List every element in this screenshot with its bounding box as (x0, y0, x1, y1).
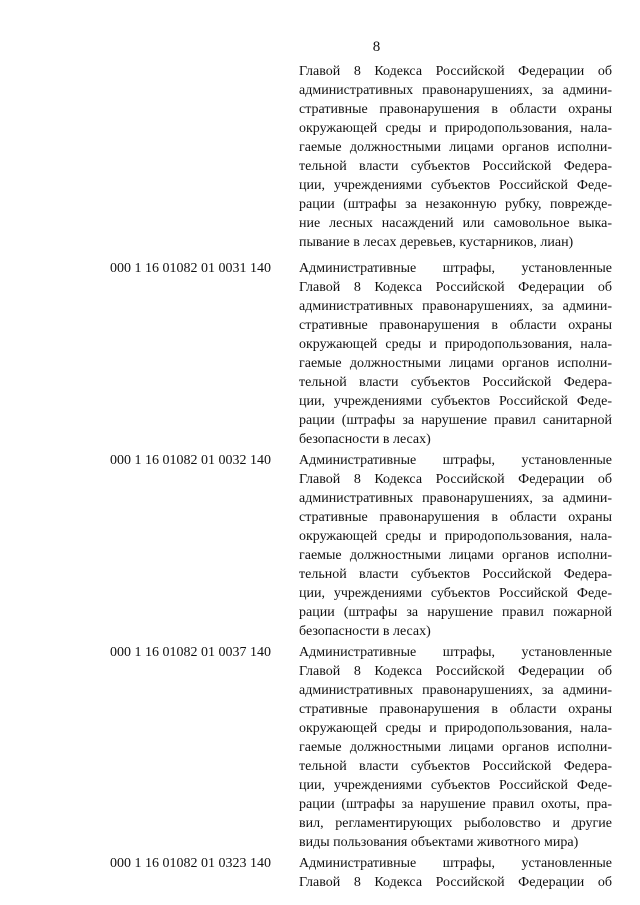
description-line: окружающей среды и природопользования, нала- (299, 721, 612, 736)
description-line: окружающей среды и природопользования, нала- (299, 121, 612, 136)
description-line: Административные штрафы, установленные (299, 645, 612, 660)
description-line: рации (штрафы за нарушение правил охоты, пра- (299, 797, 612, 812)
description-line: Главой 8 Кодекса Российской Федерации об (299, 875, 612, 890)
budget-code: 000 1 16 01082 01 0037 140 (110, 645, 271, 660)
description-line: ции, учреждениями субъектов Российской Феде- (299, 586, 612, 601)
table-row (0, 451, 640, 641)
description-line: тельной власти субъектов Российской Федера- (299, 759, 612, 774)
description-line: рации (штрафы за нарушение правил санитарной (299, 413, 612, 428)
description-line: гаемые должностными лицами органов исполни- (299, 356, 612, 371)
description-line: безопасности в лесах) (299, 432, 431, 447)
description-line: гаемые должностными лицами органов исполни- (299, 740, 612, 755)
description-line: ции, учреждениями субъектов Российской Феде- (299, 394, 612, 409)
budget-code: 000 1 16 01082 01 0031 140 (110, 261, 271, 276)
description-line: рации (штрафы за нарушение правил пожарной (299, 605, 612, 620)
code-description (299, 854, 612, 892)
description-line: окружающей среды и природопользования, нала- (299, 529, 612, 544)
description-line: тельной власти субъектов Российской Федера- (299, 567, 612, 582)
table-row (0, 643, 640, 852)
description-line: ции, учреждениями субъектов Российской Феде- (299, 178, 612, 193)
description-line: Главой 8 Кодекса Российской Федерации об (299, 664, 612, 679)
description-line: безопасности в лесах) (299, 624, 431, 639)
code-description (299, 451, 612, 641)
description-line: рации (штрафы за незаконную рубку, поврежде- (299, 197, 612, 212)
description-line: ции, учреждениями субъектов Российской Феде- (299, 778, 612, 793)
code-description (299, 259, 612, 449)
table-row (0, 854, 640, 892)
description-line: стративные правонарушения в области охраны (299, 318, 612, 333)
description-line: Административные штрафы, установленные (299, 261, 612, 276)
table-row (0, 259, 640, 449)
description-line: гаемые должностными лицами органов исполни- (299, 548, 612, 563)
description-line: Главой 8 Кодекса Российской Федерации об (299, 280, 612, 295)
description-line: стративные правонарушения в области охраны (299, 702, 612, 717)
description-line: вил, регламентирующих рыболовство и другие (299, 816, 612, 831)
code-description (299, 62, 612, 252)
description-line: административных правонарушениях, за админи- (299, 491, 612, 506)
kbk-table (0, 62, 640, 892)
description-line: виды пользования объектами животного мира) (299, 835, 579, 850)
code-description (299, 643, 612, 852)
budget-code: 000 1 16 01082 01 0323 140 (110, 856, 271, 871)
description-line: Административные штрафы, установленные (299, 453, 612, 468)
description-line: стративные правонарушения в области охраны (299, 510, 612, 525)
description-line: тельной власти субъектов Российской Федера- (299, 159, 612, 174)
description-line: гаемые должностными лицами органов исполни- (299, 140, 612, 155)
budget-code: 000 1 16 01082 01 0032 140 (110, 453, 271, 468)
description-line: Главой 8 Кодекса Российской Федерации об (299, 64, 612, 79)
table-row (0, 62, 640, 252)
description-line: тельной власти субъектов Российской Федера- (299, 375, 612, 390)
description-line: административных правонарушениях, за админи- (299, 299, 612, 314)
description-line: Административные штрафы, установленные (299, 856, 612, 871)
description-line: административных правонарушениях, за админи- (299, 83, 612, 98)
description-line: ние лесных насаждений или самовольное выка- (299, 216, 612, 231)
page-number: 8 (372, 39, 381, 55)
description-line: пывание в лесах деревьев, кустарников, лиан) (299, 235, 574, 250)
description-line: стративные правонарушения в области охраны (299, 102, 612, 117)
description-line: административных правонарушениях, за админи- (299, 683, 612, 698)
description-line: Главой 8 Кодекса Российской Федерации об (299, 472, 612, 487)
description-line: окружающей среды и природопользования, нала- (299, 337, 612, 352)
